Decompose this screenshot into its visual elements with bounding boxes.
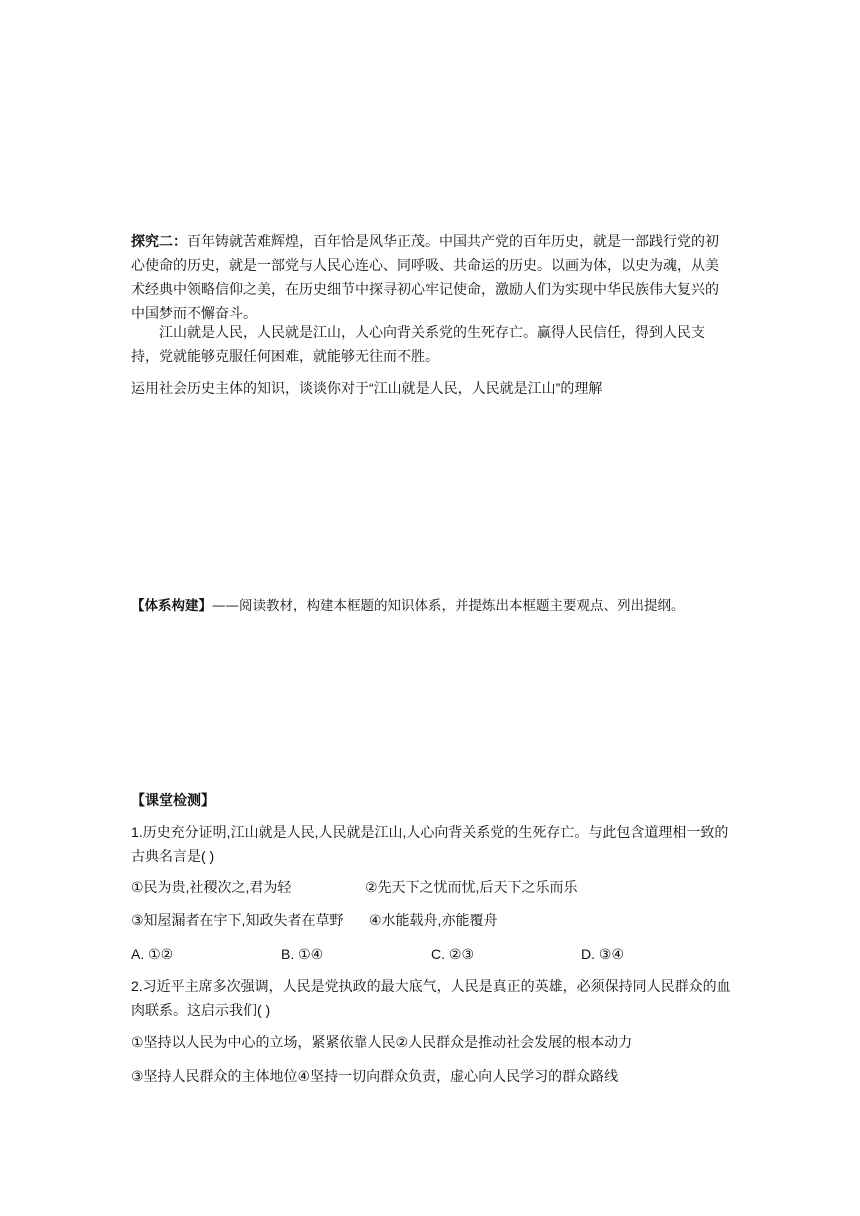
q1-option-a: A. ①② bbox=[131, 946, 174, 962]
explore2-label: 探究二： bbox=[131, 233, 187, 249]
q2-line-1: ①坚持以人民为中心的立场，紧紧依靠人民②人民群众是推动社会发展的根本动力 bbox=[131, 1034, 633, 1050]
q1-item-3: ③知屋漏者在宇下,知政失者在草野 bbox=[131, 912, 344, 928]
explore2-para2: 江山就是人民，人民就是江山，人心向背关系党的生死存亡。赢得人民信任，得到人民支持，党就能够克服任何困难，就能够无往而不胜。 bbox=[131, 325, 705, 365]
class-check-heading: 【课堂检测】 bbox=[131, 792, 215, 808]
q2-stem: 2.习近平主席多次强调，人民是党执政的最大底气，人民是真正的英雄，必须保持同人民群众的血肉联系。这启示我们( ) bbox=[131, 978, 731, 1018]
q1-option-b: B. ①④ bbox=[281, 946, 324, 962]
q1-option-c: C. ②③ bbox=[431, 946, 474, 962]
system-build-paragraph bbox=[131, 594, 741, 618]
explore2-text: 百年铸就苦难辉煌，百年恰是风华正茂。中国共产党的百年历史，就是一部践行党的初心使命的历史，就是一部党与人民心连心、同呼吸、共命运的历史。以画为体，以史为魂，从美术经典中领略信仰之美，在历史细节中探寻初心牢记使命，激励人们为实现中华民族伟大复兴的中国梦而不懈奋斗。 bbox=[131, 234, 719, 322]
q1-item-4: ④水能载舟,亦能覆舟 bbox=[369, 912, 498, 928]
q1-option-d: D. ③④ bbox=[581, 946, 624, 962]
explore2-question: 运用社会历史主体的知识，谈谈你对于“江山就是人民，人民就是江山”的理解 bbox=[131, 380, 603, 396]
q1-stem: 1.历史充分证明,江山就是人民,人民就是江山,人心向背关系党的生死存亡。与此包含道理相一致的古典名言是( ) bbox=[131, 824, 729, 864]
system-build-label: 【体系构建】 bbox=[131, 598, 212, 613]
q1-item-1: ①民为贵,社稷次之,君为轻 bbox=[131, 879, 292, 895]
explore2-paragraph bbox=[131, 229, 731, 326]
system-build-text: ——阅读教材，构建本框题的知识体系，并提炼出本框题主要观点、列出提纲。 bbox=[212, 598, 685, 614]
q1-item-2: ②先天下之忧而忧,后天下之乐而乐 bbox=[365, 879, 578, 895]
q2-line-2: ③坚持人民群众的主体地位④坚持一切向群众负责，虚心向人民学习的群众路线 bbox=[131, 1068, 619, 1084]
